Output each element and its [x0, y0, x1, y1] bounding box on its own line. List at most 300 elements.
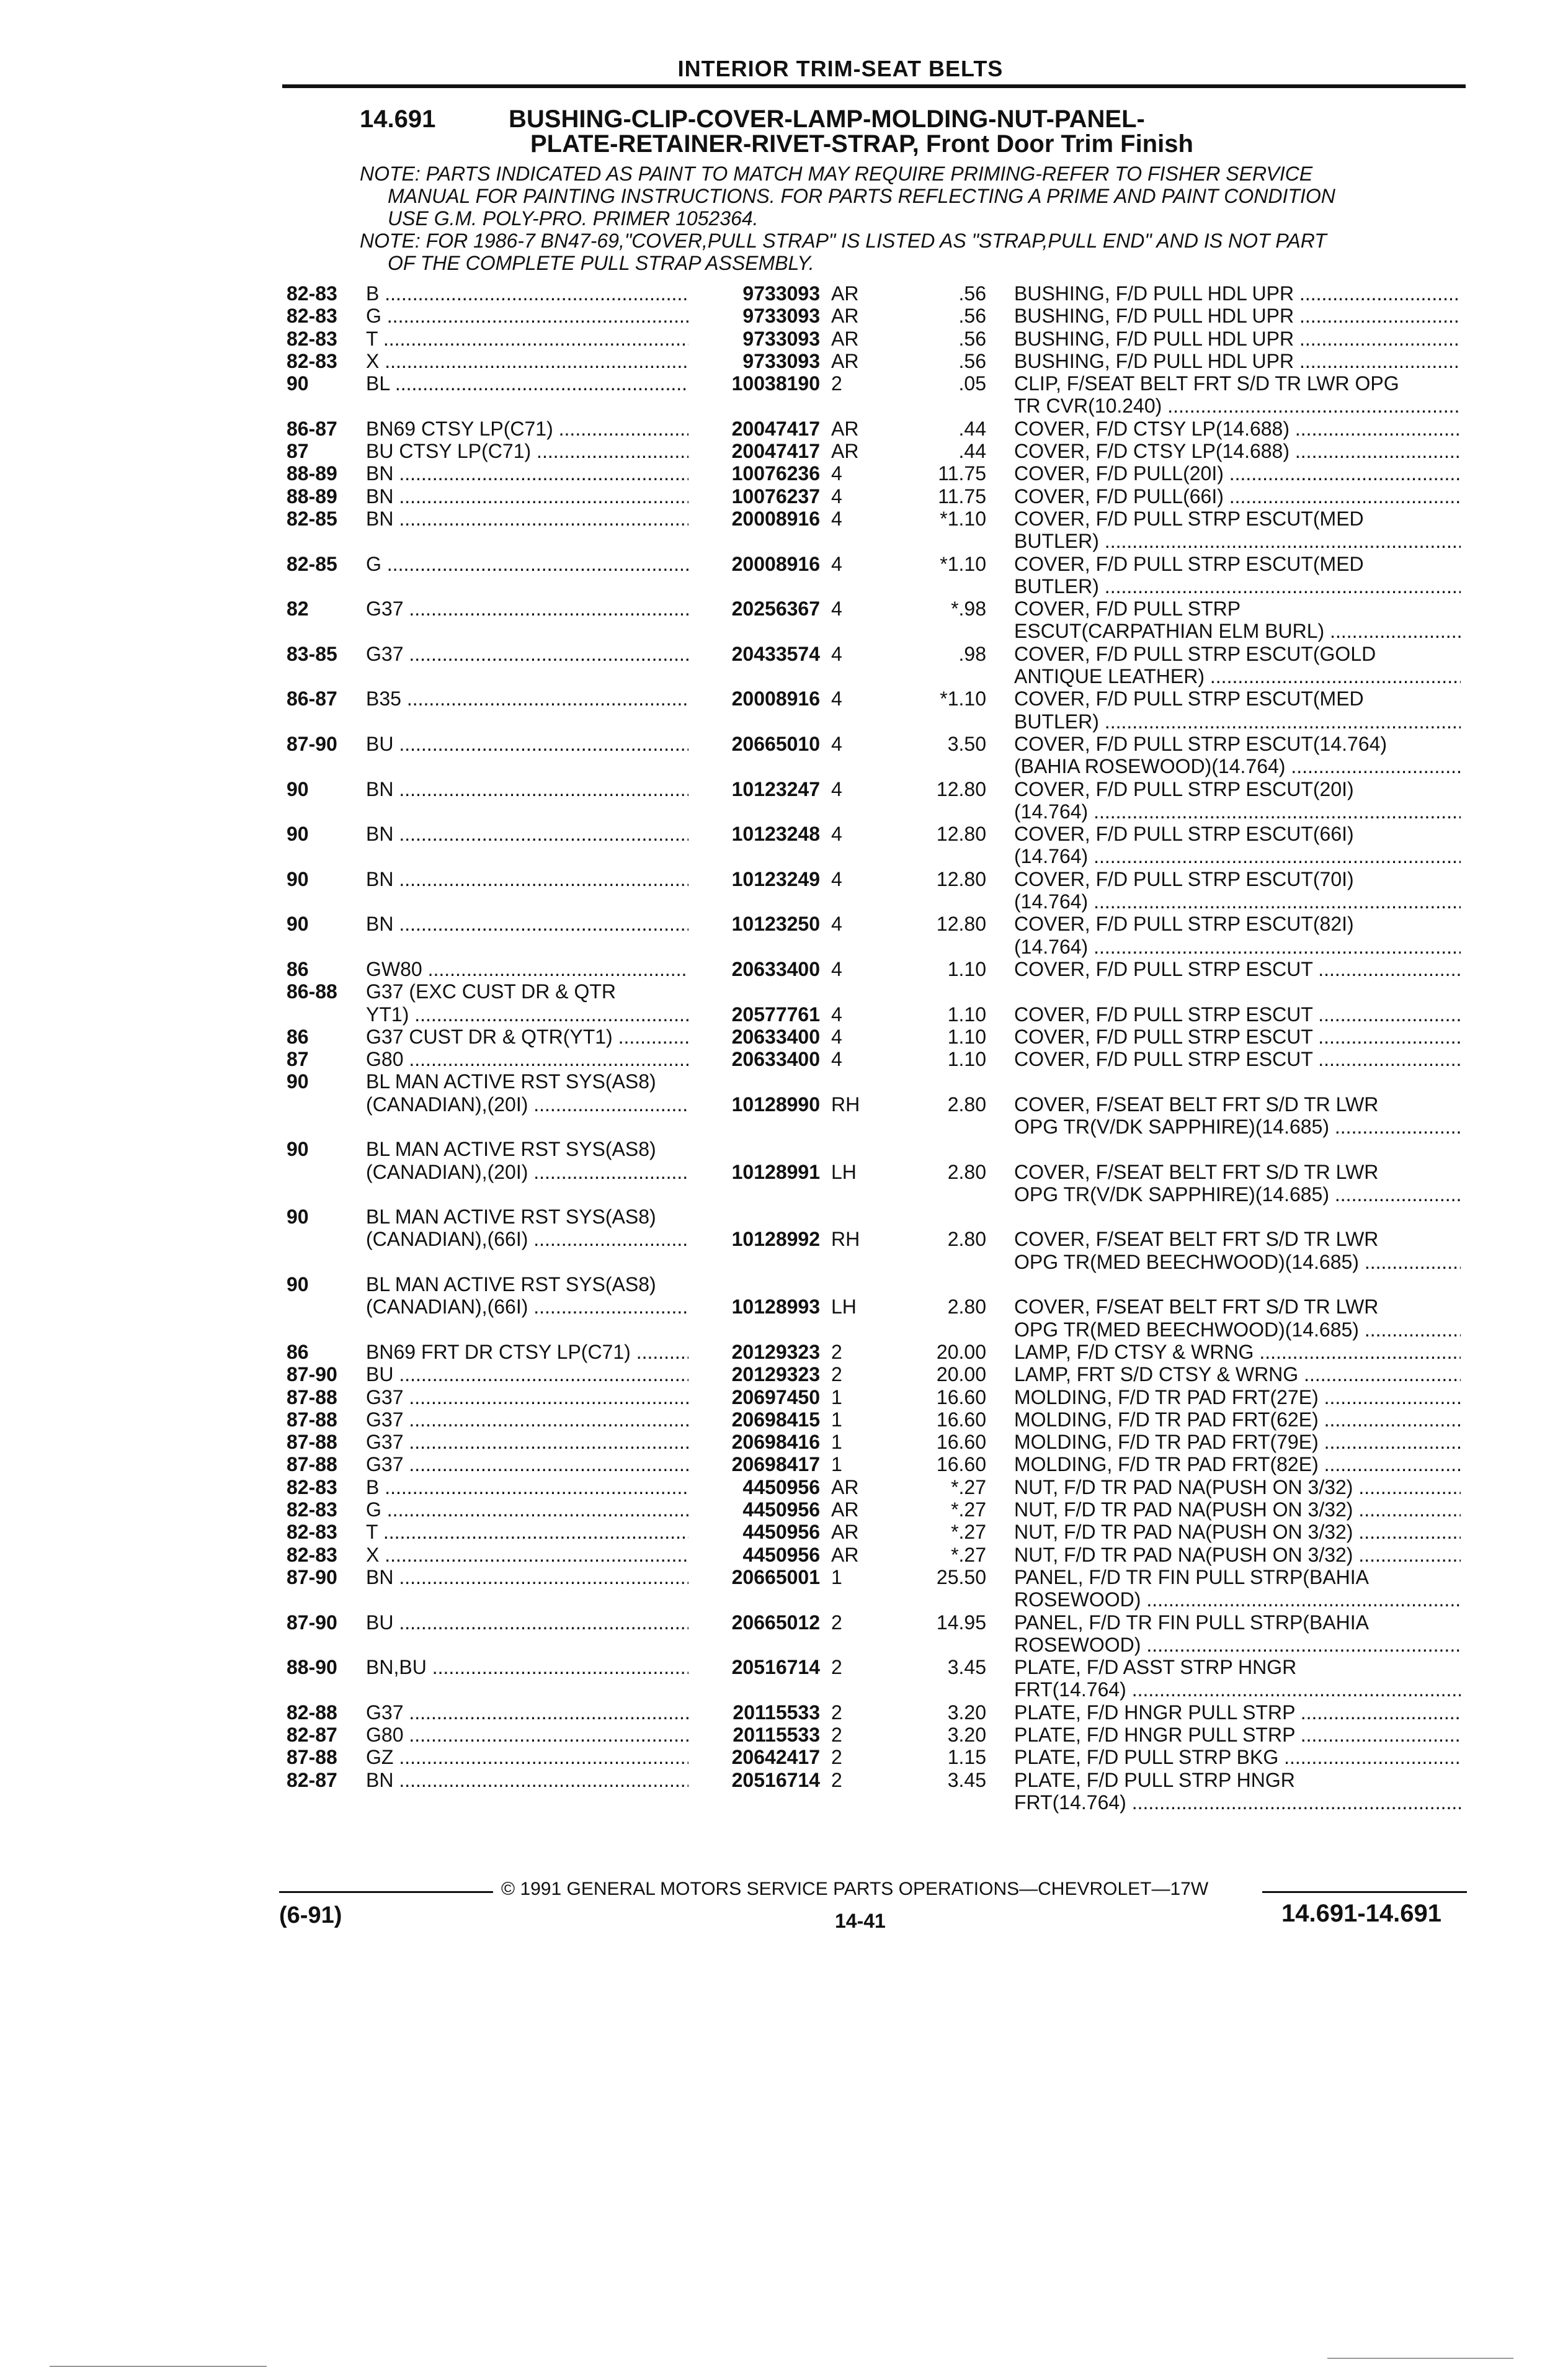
description-cell: NUT, F/D TR PAD NA(PUSH ON 3/32) ..... — [1014, 1521, 1461, 1543]
price-cell: *1.10 — [940, 507, 986, 530]
quantity-cell: 4 — [831, 1025, 842, 1048]
model-cell: BN ..... — [366, 913, 688, 935]
quantity-cell: LH — [831, 1295, 857, 1318]
table-row — [0, 710, 1568, 733]
model-cell: GW80 ..... — [366, 958, 688, 980]
table-row — [0, 1161, 1568, 1183]
quantity-cell: LH — [831, 1160, 857, 1183]
price-cell: *.98 — [951, 597, 986, 620]
table-row — [0, 1318, 1568, 1341]
table-row — [0, 1003, 1568, 1026]
description-cell: (14.764) ..... — [1014, 845, 1461, 867]
table-row — [0, 1251, 1568, 1273]
description-cell: COVER, F/D CTSY LP(14.688) ..... — [1014, 440, 1461, 462]
quantity-cell: 1 — [831, 1431, 842, 1454]
part-number-cell: 10076237 — [731, 485, 820, 508]
table-row — [0, 575, 1568, 597]
quantity-cell: 1 — [831, 1408, 842, 1431]
model-cell: G37 ..... — [366, 643, 688, 665]
table-row — [0, 305, 1568, 327]
part-number-cell: 20008916 — [731, 552, 820, 575]
section-number: 14.691 — [360, 105, 436, 133]
part-number-cell: 20633400 — [731, 1025, 820, 1048]
model-cell: B35 ..... — [366, 687, 688, 710]
table-row — [0, 1453, 1568, 1475]
table-row — [0, 1611, 1568, 1634]
part-number-cell: 4450956 — [742, 1498, 820, 1521]
model-cell: X ..... — [366, 350, 688, 372]
year-cell: 90 — [287, 1206, 309, 1228]
part-number-cell: 20256367 — [731, 597, 820, 620]
description-cell: LAMP, FRT S/D CTSY & WRNG ..... — [1014, 1363, 1461, 1385]
year-cell: 82-87 — [287, 1724, 337, 1746]
model-cell: BU CTSY LP(C71) ..... — [366, 440, 688, 462]
footer-page-number: 14-41 — [835, 1910, 886, 1932]
description-cell: CLIP, F/SEAT BELT FRT S/D TR LWR OPG — [1014, 372, 1399, 395]
model-cell: BL MAN ACTIVE RST SYS(AS8) — [366, 1138, 656, 1161]
part-number-cell: 10128990 — [731, 1093, 820, 1116]
quantity-cell: 1 — [831, 1453, 842, 1476]
description-cell: OPG TR(MED BEECHWOOD)(14.685) ..... — [1014, 1251, 1461, 1273]
price-cell: 3.45 — [947, 1656, 986, 1679]
table-row — [0, 1588, 1568, 1611]
table-row — [0, 1746, 1568, 1768]
year-cell: 90 — [287, 823, 309, 846]
price-cell: 20.00 — [936, 1340, 986, 1363]
description-cell: BUTLER) ..... — [1014, 710, 1461, 733]
price-cell: 20.00 — [936, 1363, 986, 1386]
quantity-cell: AR — [831, 440, 859, 463]
quantity-cell: 2 — [831, 1611, 842, 1634]
description-cell: BUSHING, F/D PULL HDL UPR ..... — [1014, 328, 1461, 350]
model-cell: B ..... — [366, 282, 688, 305]
part-number-cell: 10123249 — [731, 867, 820, 890]
year-cell: 86 — [287, 1025, 309, 1048]
part-number-cell: 20698415 — [731, 1408, 820, 1431]
price-cell: .98 — [958, 642, 986, 665]
quantity-cell: RH — [831, 1228, 860, 1251]
description-cell: PANEL, F/D TR FIN PULL STRP(BAHIA — [1014, 1565, 1369, 1588]
description-cell: BUTLER) ..... — [1014, 575, 1461, 597]
table-row — [0, 530, 1568, 552]
description-cell: COVER, F/D PULL STRP ESCUT(20I) — [1014, 777, 1354, 800]
table-row — [0, 553, 1568, 575]
quantity-cell: 4 — [831, 597, 842, 620]
quantity-cell: 4 — [831, 552, 842, 575]
year-cell: 82-83 — [287, 1475, 337, 1498]
part-number-cell: 20008916 — [731, 687, 820, 710]
price-cell: *.27 — [951, 1475, 986, 1498]
table-row — [0, 508, 1568, 530]
model-cell: BN ..... — [366, 823, 688, 845]
table-row — [0, 462, 1568, 485]
year-cell: 88-90 — [287, 1656, 337, 1679]
model-cell: G37 ..... — [366, 1701, 688, 1724]
price-cell: 12.80 — [936, 823, 986, 846]
year-cell: 82-88 — [287, 1701, 337, 1724]
year-cell: 82-83 — [287, 282, 337, 305]
description-cell: COVER, F/D PULL STRP ESCUT(14.764) — [1014, 732, 1388, 755]
description-cell: BUTLER) ..... — [1014, 530, 1461, 552]
table-row — [0, 350, 1568, 372]
quantity-cell: AR — [831, 282, 859, 305]
description-cell: TR CVR(10.240) ..... — [1014, 395, 1461, 417]
description-cell: NUT, F/D TR PAD NA(PUSH ON 3/32) ..... — [1014, 1476, 1461, 1498]
description-cell: PLATE, F/D ASST STRP HNGR — [1014, 1656, 1297, 1679]
model-cell: G37 CUST DR & QTR(YT1) ..... — [366, 1026, 688, 1048]
table-row — [0, 1408, 1568, 1431]
description-cell: ANTIQUE LEATHER) ..... — [1014, 665, 1461, 687]
quantity-cell: AR — [831, 1543, 859, 1566]
table-row — [0, 1138, 1568, 1160]
part-number-cell: 20115533 — [733, 1724, 820, 1746]
price-cell: 16.60 — [936, 1408, 986, 1431]
model-cell: (CANADIAN),(66I) ..... — [366, 1228, 688, 1250]
model-cell: BL MAN ACTIVE RST SYS(AS8) — [366, 1273, 656, 1296]
description-cell: COVER, F/D CTSY LP(14.688) ..... — [1014, 418, 1461, 440]
year-cell: 82-85 — [287, 507, 337, 530]
year-cell: 82-83 — [287, 349, 337, 372]
description-cell: COVER, F/SEAT BELT FRT S/D TR LWR — [1014, 1228, 1379, 1251]
description-cell: COVER, F/D PULL(66I) ..... — [1014, 485, 1461, 508]
description-cell: COVER, F/D PULL STRP — [1014, 597, 1241, 620]
quantity-cell: AR — [831, 1521, 859, 1544]
price-cell: *.27 — [951, 1543, 986, 1566]
table-row — [0, 1093, 1568, 1116]
part-number-cell: 20129323 — [731, 1340, 820, 1363]
year-cell: 90 — [287, 913, 309, 936]
year-cell: 87-90 — [287, 1565, 337, 1588]
model-cell: T ..... — [366, 1521, 688, 1543]
table-row — [0, 1769, 1568, 1791]
table-row — [0, 1521, 1568, 1543]
part-number-cell: 10128991 — [731, 1160, 820, 1183]
model-cell: G37 ..... — [366, 1431, 688, 1453]
table-row — [0, 395, 1568, 417]
table-row — [0, 1183, 1568, 1206]
quantity-cell: 4 — [831, 1003, 842, 1026]
year-cell: 82-87 — [287, 1768, 337, 1791]
part-number-cell: 20633400 — [731, 1048, 820, 1071]
year-cell: 90 — [287, 1273, 309, 1296]
price-cell: 14.95 — [936, 1611, 986, 1634]
note-line: MANUAL FOR PAINTING INSTRUCTIONS. FOR PARTS REFLECTING A PRIME AND PAINT CONDITION — [388, 185, 1335, 207]
price-cell: 2.80 — [947, 1228, 986, 1251]
description-cell: COVER, F/D PULL STRP ESCUT ..... — [1014, 1003, 1461, 1026]
description-cell: COVER, F/D PULL STRP ESCUT ..... — [1014, 1026, 1461, 1048]
description-cell: PLATE, F/D PULL STRP BKG ..... — [1014, 1746, 1461, 1768]
part-number-cell: 20697450 — [731, 1385, 820, 1408]
part-number-cell: 9733093 — [742, 282, 820, 305]
description-cell: COVER, F/SEAT BELT FRT S/D TR LWR — [1014, 1093, 1379, 1116]
table-row — [0, 418, 1568, 440]
quantity-cell: 1 — [831, 1565, 842, 1588]
model-cell: G80 ..... — [366, 1048, 688, 1070]
quantity-cell: 4 — [831, 485, 842, 508]
year-cell: 90 — [287, 1138, 309, 1161]
table-row — [0, 372, 1568, 395]
note-line: OF THE COMPLETE PULL STRAP ASSEMBLY. — [388, 252, 814, 274]
description-cell: COVER, F/D PULL STRP ESCUT(MED — [1014, 687, 1364, 710]
table-row — [0, 1431, 1568, 1453]
quantity-cell: AR — [831, 417, 859, 440]
part-number-cell: 20008916 — [731, 507, 820, 530]
table-row — [0, 823, 1568, 845]
quantity-cell: 4 — [831, 913, 842, 936]
year-cell: 90 — [287, 777, 309, 800]
footer-section-range: 14.691-14.691 — [1281, 1900, 1442, 1927]
table-row — [0, 643, 1568, 665]
table-row — [0, 687, 1568, 710]
table-row — [0, 485, 1568, 508]
quantity-cell: 4 — [831, 1048, 842, 1071]
quantity-cell: 2 — [831, 1768, 842, 1791]
year-cell: 82-83 — [287, 1543, 337, 1566]
price-cell: 2.80 — [947, 1093, 986, 1116]
year-cell: 83-85 — [287, 642, 337, 665]
part-number-cell: 9733093 — [742, 305, 820, 328]
part-number-cell: 20665001 — [731, 1565, 820, 1588]
model-cell: G ..... — [366, 553, 688, 575]
model-cell: BU ..... — [366, 1363, 688, 1385]
price-cell: .56 — [958, 305, 986, 328]
table-row — [0, 1363, 1568, 1385]
model-cell: BU ..... — [366, 733, 688, 755]
table-row — [0, 913, 1568, 935]
description-cell: PANEL, F/D TR FIN PULL STRP(BAHIA — [1014, 1611, 1369, 1634]
table-row — [0, 1070, 1568, 1093]
year-cell: 90 — [287, 372, 309, 395]
table-row — [0, 1228, 1568, 1250]
table-row — [0, 1476, 1568, 1498]
year-cell: 86-88 — [287, 980, 337, 1003]
part-number-cell: 10128993 — [731, 1295, 820, 1318]
model-cell: (CANADIAN),(66I) ..... — [366, 1295, 688, 1318]
year-cell: 87-88 — [287, 1385, 337, 1408]
description-cell: BUSHING, F/D PULL HDL UPR ..... — [1014, 282, 1461, 305]
part-number-cell: 20129323 — [731, 1363, 820, 1386]
part-number-cell: 20698416 — [731, 1431, 820, 1454]
model-cell: G37 ..... — [366, 597, 688, 620]
price-cell: 12.80 — [936, 913, 986, 936]
description-cell: ROSEWOOD) ..... — [1014, 1588, 1461, 1611]
description-cell: MOLDING, F/D TR PAD FRT(27E) ..... — [1014, 1386, 1461, 1408]
description-cell: ESCUT(CARPATHIAN ELM BURL) ..... — [1014, 620, 1461, 642]
table-row — [0, 980, 1568, 1003]
price-cell: 11.75 — [938, 485, 986, 508]
section-title-line-2: PLATE-RETAINER-RIVET-STRAP, Front Door Trim Finish — [530, 130, 1193, 158]
description-cell: PLATE, F/D HNGR PULL STRP ..... — [1014, 1701, 1461, 1724]
part-number-cell: 10128992 — [731, 1228, 820, 1251]
quantity-cell: AR — [831, 349, 859, 372]
table-row — [0, 665, 1568, 687]
price-cell: 3.45 — [947, 1768, 986, 1791]
table-row — [0, 733, 1568, 755]
model-cell: BL MAN ACTIVE RST SYS(AS8) — [366, 1206, 656, 1228]
price-cell: 3.20 — [947, 1701, 986, 1724]
description-cell: COVER, F/SEAT BELT FRT S/D TR LWR — [1014, 1160, 1379, 1183]
quantity-cell: 2 — [831, 1340, 842, 1363]
quantity-cell: 4 — [831, 957, 842, 980]
year-cell: 87 — [287, 1048, 309, 1071]
model-cell: BN ..... — [366, 778, 688, 800]
description-cell: COVER, F/D PULL STRP ESCUT(82I) — [1014, 913, 1354, 936]
table-row — [0, 1116, 1568, 1138]
description-cell: NUT, F/D TR PAD NA(PUSH ON 3/32) ..... — [1014, 1498, 1461, 1521]
quantity-cell: RH — [831, 1093, 860, 1116]
quantity-cell: 4 — [831, 687, 842, 710]
description-cell: FRT(14.764) ..... — [1014, 1678, 1461, 1701]
price-cell: 16.60 — [936, 1453, 986, 1476]
notes-block — [360, 163, 1476, 274]
description-cell: PLATE, F/D HNGR PULL STRP ..... — [1014, 1724, 1461, 1746]
model-cell: BN ..... — [366, 868, 688, 890]
table-row — [0, 1048, 1568, 1070]
table-row — [0, 1386, 1568, 1408]
quantity-cell: 4 — [831, 507, 842, 530]
table-row — [0, 1544, 1568, 1566]
price-cell: *.27 — [951, 1521, 986, 1544]
model-cell: B ..... — [366, 1476, 688, 1498]
table-row — [0, 845, 1568, 867]
price-cell: 12.80 — [936, 867, 986, 890]
description-cell: ROSEWOOD) ..... — [1014, 1634, 1461, 1656]
price-cell: .56 — [958, 349, 986, 372]
price-cell: 2.80 — [947, 1295, 986, 1318]
price-cell: *.27 — [951, 1498, 986, 1521]
price-cell: *1.10 — [940, 687, 986, 710]
price-cell: 1.10 — [947, 1003, 986, 1026]
year-cell: 87 — [287, 440, 309, 463]
year-cell: 86-87 — [287, 417, 337, 440]
quantity-cell: 2 — [831, 372, 842, 395]
model-cell: BN69 FRT DR CTSY LP(C71) ..... — [366, 1341, 688, 1363]
part-number-cell: 20665010 — [731, 732, 820, 755]
part-number-cell: 9733093 — [742, 349, 820, 372]
quantity-cell: 2 — [831, 1656, 842, 1679]
part-number-cell: 20115533 — [733, 1701, 820, 1724]
quantity-cell: 4 — [831, 642, 842, 665]
year-cell: 82-85 — [287, 552, 337, 575]
price-cell: 2.80 — [947, 1160, 986, 1183]
description-cell: OPG TR(MED BEECHWOOD)(14.685) ..... — [1014, 1318, 1461, 1341]
table-row — [0, 1566, 1568, 1588]
price-cell: 12.80 — [936, 777, 986, 800]
part-number-cell: 20047417 — [731, 440, 820, 463]
section-title-line-1: BUSHING-CLIP-COVER-LAMP-MOLDING-NUT-PANEL- — [509, 105, 1145, 133]
price-cell: .56 — [958, 327, 986, 350]
year-cell: 87-88 — [287, 1408, 337, 1431]
year-cell: 90 — [287, 867, 309, 890]
description-cell: PLATE, F/D PULL STRP HNGR — [1014, 1768, 1295, 1791]
year-cell: 86 — [287, 957, 309, 980]
description-cell: MOLDING, F/D TR PAD FRT(79E) ..... — [1014, 1431, 1461, 1453]
table-row — [0, 1026, 1568, 1048]
price-cell: 1.10 — [947, 957, 986, 980]
description-cell: COVER, F/D PULL STRP ESCUT ..... — [1014, 958, 1461, 980]
quantity-cell: 4 — [831, 823, 842, 846]
model-cell: GZ ..... — [366, 1746, 688, 1768]
page-header: INTERIOR TRIM-SEAT BELTS — [677, 56, 1004, 81]
model-cell: G37 (EXC CUST DR & QTR — [366, 980, 617, 1003]
quantity-cell: AR — [831, 327, 859, 350]
table-row — [0, 800, 1568, 823]
year-cell: 88-89 — [287, 485, 337, 508]
model-cell: BU ..... — [366, 1611, 688, 1634]
description-cell: LAMP, F/D CTSY & WRNG ..... — [1014, 1341, 1461, 1363]
model-cell: BL MAN ACTIVE RST SYS(AS8) — [366, 1070, 656, 1093]
part-number-cell: 10076236 — [731, 462, 820, 485]
table-row — [0, 1634, 1568, 1656]
model-cell: BN69 CTSY LP(C71) ..... — [366, 418, 688, 440]
price-cell: *1.10 — [940, 552, 986, 575]
part-number-cell: 20047417 — [731, 417, 820, 440]
description-cell: COVER, F/D PULL STRP ESCUT(MED — [1014, 552, 1364, 575]
price-cell: 1.15 — [947, 1746, 986, 1769]
table-row — [0, 1701, 1568, 1724]
model-cell: BL ..... — [366, 372, 688, 395]
model-cell: T ..... — [366, 328, 688, 350]
part-number-cell: 20633400 — [731, 957, 820, 980]
table-row — [0, 936, 1568, 958]
description-cell: BUSHING, F/D PULL HDL UPR ..... — [1014, 305, 1461, 327]
model-cell: G37 ..... — [366, 1453, 688, 1475]
year-cell: 82 — [287, 597, 309, 620]
year-cell: 88-89 — [287, 462, 337, 485]
quantity-cell: 2 — [831, 1363, 842, 1386]
price-cell: 3.20 — [947, 1724, 986, 1746]
table-row — [0, 1656, 1568, 1678]
note-line: NOTE: FOR 1986-7 BN47-69,"COVER,PULL STRAP" IS LISTED AS "STRAP,PULL END" AND IS NOT PART — [360, 230, 1327, 252]
model-cell: G ..... — [366, 305, 688, 327]
description-cell: OPG TR(V/DK SAPPHIRE)(14.685) ..... — [1014, 1116, 1461, 1138]
year-cell: 87-88 — [287, 1453, 337, 1476]
table-row — [0, 328, 1568, 350]
note-line: USE G.M. POLY-PRO. PRIMER 1052364. — [388, 207, 759, 230]
part-number-cell: 10123250 — [731, 913, 820, 936]
price-cell: 11.75 — [938, 462, 986, 485]
footer-rule-right — [1262, 1891, 1467, 1893]
quantity-cell: AR — [831, 305, 859, 328]
table-row — [0, 890, 1568, 913]
table-row — [0, 1678, 1568, 1701]
description-cell: COVER, F/D PULL STRP ESCUT ..... — [1014, 1048, 1461, 1070]
table-row — [0, 1724, 1568, 1746]
part-number-cell: 20642417 — [731, 1746, 820, 1769]
year-cell: 82-83 — [287, 327, 337, 350]
quantity-cell: 2 — [831, 1701, 842, 1724]
table-row — [0, 1341, 1568, 1363]
quantity-cell: 4 — [831, 462, 842, 485]
part-number-cell: 10038190 — [731, 372, 820, 395]
part-number-cell: 20516714 — [731, 1656, 820, 1679]
year-cell: 86 — [287, 1340, 309, 1363]
table-row — [0, 597, 1568, 620]
model-cell: BN ..... — [366, 485, 688, 508]
description-cell: (BAHIA ROSEWOOD)(14.764) ..... — [1014, 755, 1461, 777]
year-cell: 87-90 — [287, 1611, 337, 1634]
description-cell: BUSHING, F/D PULL HDL UPR ..... — [1014, 350, 1461, 372]
part-number-cell: 10123247 — [731, 777, 820, 800]
scan-mark — [1327, 2358, 1513, 2359]
table-row — [0, 958, 1568, 980]
parts-table — [0, 282, 1568, 1814]
part-number-cell: 10123248 — [731, 823, 820, 846]
quantity-cell: 4 — [831, 732, 842, 755]
year-cell: 87-90 — [287, 732, 337, 755]
description-cell: MOLDING, F/D TR PAD FRT(82E) ..... — [1014, 1453, 1461, 1475]
price-cell: .44 — [958, 417, 986, 440]
